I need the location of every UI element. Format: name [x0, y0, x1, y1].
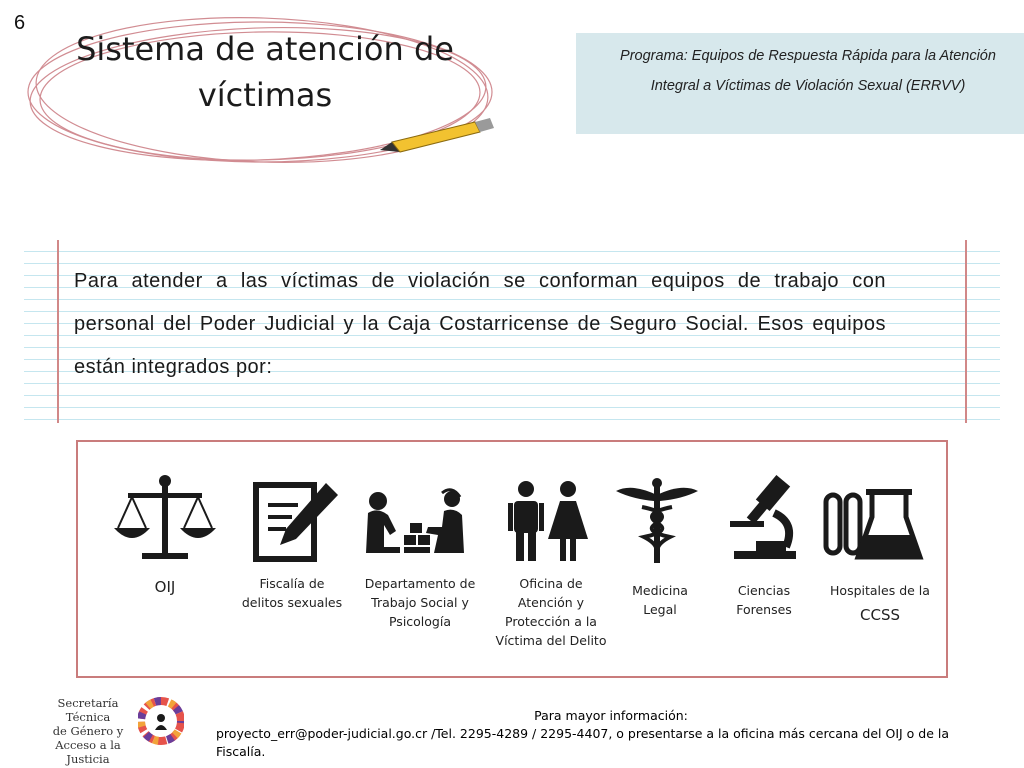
- team-label-hospitales: [822, 581, 938, 626]
- caduceus-icon: [602, 473, 712, 568]
- document-pen-icon: [240, 473, 350, 568]
- team-label-medicina-legal: Medicina Legal: [632, 583, 688, 617]
- man-woman-icon: [490, 473, 600, 568]
- page-title: Sistema de atención de víctimas: [76, 30, 454, 114]
- team-label-oficina-victima: Oficina de Atención y Protección a la Víctima del Delito: [495, 576, 607, 648]
- right-margin-line: [965, 240, 967, 423]
- team-label-oij: OIJ: [154, 578, 176, 596]
- team-label-ciencias-forenses: Ciencias Forenses: [736, 583, 792, 617]
- footer-info: [216, 707, 976, 761]
- team-label-trabajo-social: Departamento de Trabajo Social y Psicología: [364, 576, 476, 629]
- left-margin-line: [57, 240, 59, 423]
- logo-line2: de Género y: [52, 724, 124, 738]
- scales-of-justice-icon: [110, 473, 220, 568]
- footer-contact: proyecto_err@poder-judicial.go.cr /Tel. 2295-4289 / 2295-4407, o presentarse a la oficina más cercana del OIJ o de la Fiscalía.: [216, 726, 950, 759]
- lab-flasks-icon: [822, 473, 932, 568]
- team-label-hospitales-line1: Hospitales de la: [830, 583, 930, 598]
- microscope-icon: [712, 473, 822, 568]
- logo-line3: Acceso a la Justicia: [55, 738, 121, 766]
- program-banner: [576, 33, 1024, 134]
- team-label-fiscalia: Fiscalía de delitos sexuales: [241, 576, 343, 610]
- pencil-icon: [380, 118, 494, 152]
- program-text: Programa: Equipos de Respuesta Rápida para la Atención Integral a Víctimas de Violación Sexual (ERRVV): [620, 48, 996, 94]
- logo-emblem-icon: [138, 692, 184, 750]
- secretaria-logo: [36, 692, 196, 766]
- team-label-hospitales-line2: CCSS: [860, 606, 900, 624]
- intro-paragraph: Para atender a las víctimas de violación se conforman equipos de trabajo con personal del Poder Judicial y la Caja Costarricense de Seguro Social. Esos equipos están integrados por:: [74, 270, 886, 378]
- children-playing-icon: [360, 473, 470, 568]
- page-number: 6: [14, 12, 26, 34]
- footer-heading: Para mayor información:: [534, 708, 688, 723]
- logo-line1: Secretaría Técnica: [57, 696, 119, 724]
